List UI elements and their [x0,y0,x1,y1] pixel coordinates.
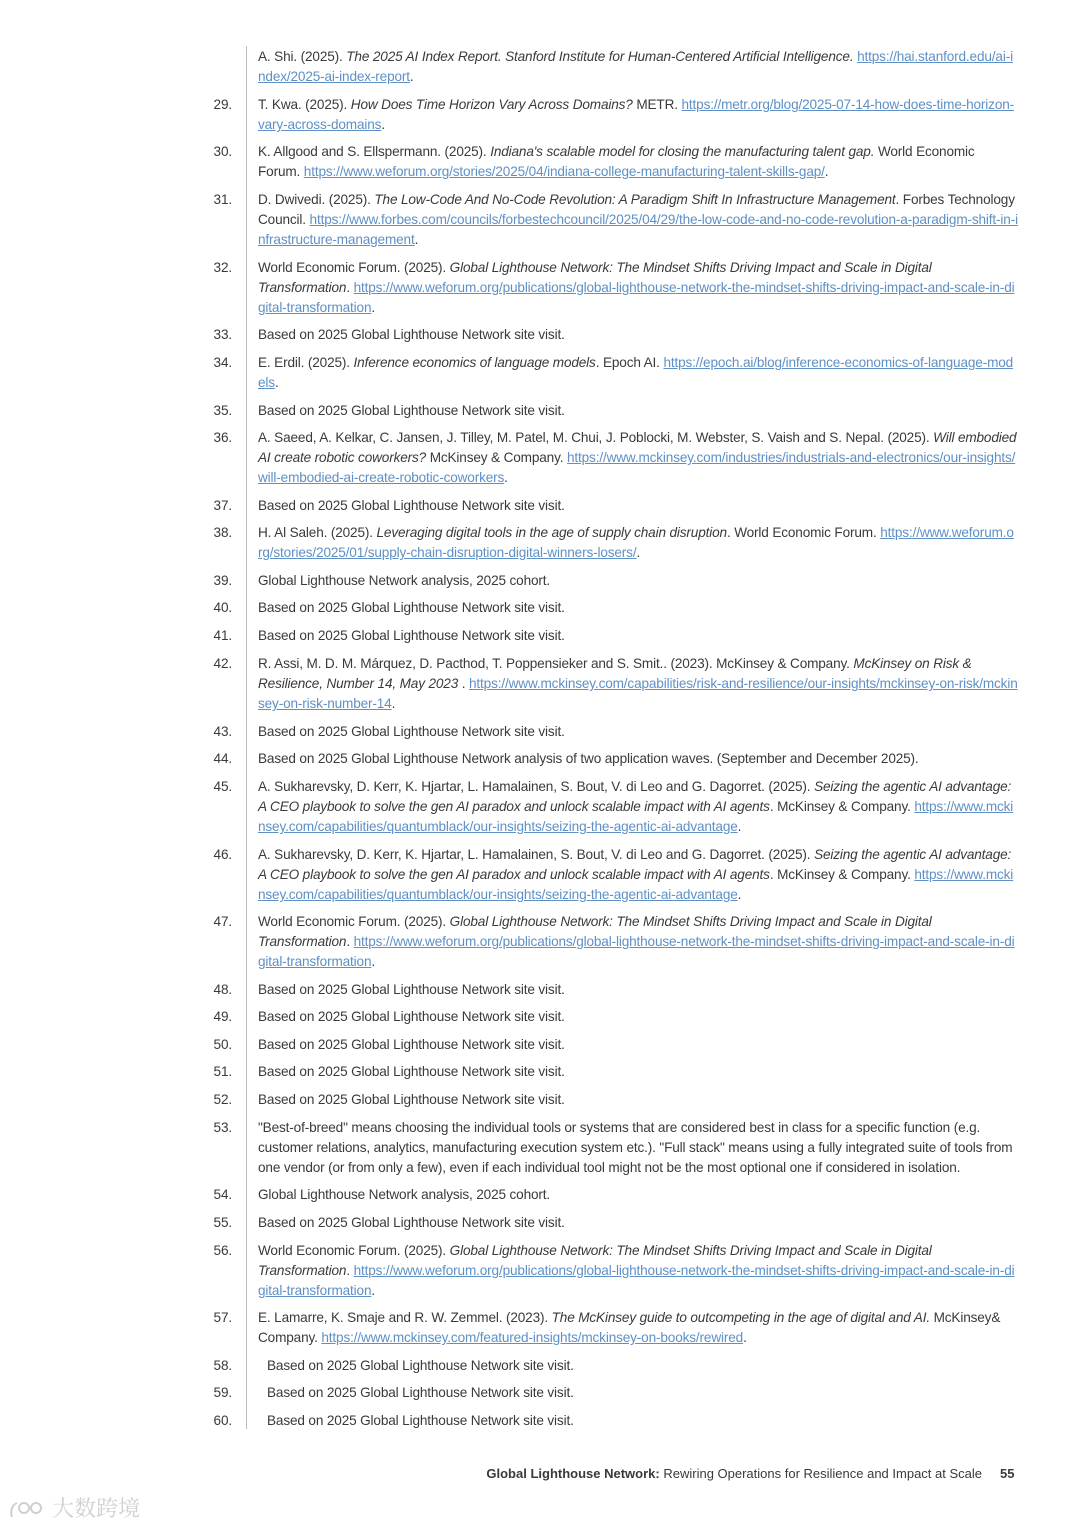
reference-link[interactable]: https://metr.org/blog/2025-07-14-how-does-time-horizon-vary-across-domains [258,97,1015,132]
reference-text: Based on 2025 Global Lighthouse Network site visit. [258,403,565,418]
reference-title: The McKinsey guide to outcompeting in the age of digital and AI. [551,1310,930,1325]
reference-text: World Economic Forum. (2025). Global Lighthouse Network: The Mindset Shifts Driving Impact and Scale in Digital Transformation. https://www.weforum.org/publications/global-lighthouse-network-the-mindset-shifts-driving-impact-and-scale-in-digital-transformation. [258,1243,1015,1298]
reference-number: 50. [213,1037,232,1052]
watermark-text: 大数跨境 [52,1496,141,1521]
reference-link[interactable]: https://www.weforum.org/stories/2025/01/supply-chain-disruption-digital-winners-losers/ [258,525,1014,560]
reference-title: McKinsey on Risk & Resilience, Number 14, May 2023 [258,656,972,691]
reference-link[interactable]: https://epoch.ai/blog/inference-economics-of-language-models [258,355,1014,390]
reference-link[interactable]: https://www.mckinsey.com/featured-insights/mckinsey-on-books/rewired [321,1330,744,1345]
reference-link[interactable]: https://www.weforum.org/stories/2025/04/indiana-college-manufacturing-talent-skills-gap/ [303,164,825,179]
watermark-logo-icon [8,1499,46,1521]
reference-number: 32. [213,260,232,275]
reference-number: 35. [213,403,232,418]
reference-number: 40. [213,600,232,615]
reference-text: Based on 2025 Global Lighthouse Network site visit. [258,1092,565,1107]
reference-number: 45. [213,779,232,794]
reference-link[interactable]: https://hai.stanford.edu/ai-index/2025-ai-index-report [258,49,1013,84]
reference-link[interactable]: https://www.weforum.org/publications/global-lighthouse-network-the-mindset-shifts-driving-impact-and-scale-in-digital-transformation [258,1263,1015,1298]
reference-title: Seizing the agentic AI advantage: A CEO playbook to solve the gen AI paradox and unlock scalable impact with AI agents [258,847,1012,882]
reference-number: 55. [213,1215,232,1230]
reference-number: 60. [213,1413,232,1428]
reference-text: H. Al Saleh. (2025). Leveraging digital tools in the age of supply chain disruption. World Economic Forum. https://www.weforum.org/stories/2025/01/supply-chain-disruption-digital-winners-losers/. [258,525,1014,560]
footer-report-title: Global Lighthouse Network: Rewiring Operations for Resilience and Impact at Scale [486,1466,982,1481]
reference-number: 41. [213,628,232,643]
reference-number: 49. [213,1009,232,1024]
reference-text: Based on 2025 Global Lighthouse Network site visit. [258,1009,565,1024]
reference-title: Seizing the agentic AI advantage: A CEO playbook to solve the gen AI paradox and unlock scalable impact with AI agents [258,779,1012,814]
reference-number: 47. [213,914,232,929]
reference-text: Based on 2025 Global Lighthouse Network analysis of two application waves. (September and December 2025). [258,751,919,766]
reference-number: 42. [213,656,232,671]
reference-title: Indiana's scalable model for closing the manufacturing talent gap. [490,144,875,159]
reference-title: The 2025 AI Index Report. Stanford Institute for Human-Centered Artificial Intelligence. [346,49,854,64]
reference-text: Global Lighthouse Network analysis, 2025 cohort. [258,573,551,588]
reference-text: Based on 2025 Global Lighthouse Network site visit. [267,1358,574,1373]
reference-text: Based on 2025 Global Lighthouse Network site visit. [258,982,565,997]
reference-number: 51. [213,1064,232,1079]
margin-rule [246,46,247,1429]
reference-number: 44. [213,751,232,766]
page-number: 55 [1000,1466,1015,1481]
reference-text: "Best-of-breed" means choosing the individual tools or systems that are considered best in class for a specific function (e.g. customer relations, analytics, manufacturing execution system etc.). "Full stack" means using a fully integrated suite of tools from one vendor (or from only a few), even if each individual tool might not be the most optional one if considered in isolation. [258,1120,1013,1175]
reference-title: Global Lighthouse Network: The Mindset Shifts Driving Impact and Scale in Digital Transformation [258,914,932,949]
reference-number: 54. [213,1187,232,1202]
reference-text: Based on 2025 Global Lighthouse Network site visit. [258,1037,565,1052]
reference-number: 37. [213,498,232,513]
reference-number: 57. [213,1310,232,1325]
reference-number: 38. [213,525,232,540]
reference-text: Based on 2025 Global Lighthouse Network site visit. [267,1385,574,1400]
reference-number: 34. [213,355,232,370]
reference-text: Based on 2025 Global Lighthouse Network site visit. [258,724,565,739]
reference-title: Inference economics of language models [353,355,596,370]
reference-text: World Economic Forum. (2025). Global Lighthouse Network: The Mindset Shifts Driving Impact and Scale in Digital Transformation. https://www.weforum.org/publications/global-lighthouse-network-the-mindset-shifts-driving-impact-and-scale-in-digital-transformation. [258,260,1015,315]
reference-text: Based on 2025 Global Lighthouse Network site visit. [258,600,565,615]
reference-link[interactable]: https://www.mckinsey.com/capabilities/quantumblack/our-insights/seizing-the-agentic-ai-advantage [258,867,1014,902]
reference-text: A. Sukharevsky, D. Kerr, K. Hjartar, L. Hamalainen, S. Bout, V. di Leo and G. Dagorret. (2025). Seizing the agentic AI advantage: A CEO playbook to solve the gen AI paradox and unlock scalable impact with AI agents. McKinsey & Company. https://www.mckinsey.com/capabilities/quantumblack/our-insights/seizing-the-agentic-ai-advantage. [258,779,1014,834]
reference-text: R. Assi, M. D. M. Márquez, D. Pacthod, T. Poppensieker and S. Smit.. (2023). McKinsey & Company. McKinsey on Risk & Resilience, Number 14, May 2023 . https://www.mckinsey.com/capabilities/risk-and-resilience/our-insights/mckinsey-on-risk/mckinsey-on-risk-number-14. [258,656,1018,711]
reference-number: 53. [213,1120,232,1135]
reference-text: A. Saeed, A. Kelkar, C. Jansen, J. Tilley, M. Patel, M. Chui, J. Poblocki, M. Webster, S. Vaish and S. Nepal. (2025). Will embodied AI create robotic coworkers? McKinsey & Company. https://www.mckinsey.com/industries/industrials-and-electronics/our-insights/will-embodied-ai-create-robotic-coworkers. [258,430,1017,485]
reference-text: E. Erdil. (2025). Inference economics of language models. Epoch AI. https://epoch.ai/blog/inference-economics-of-language-models. [258,355,1014,390]
reference-link[interactable]: https://www.weforum.org/publications/global-lighthouse-network-the-mindset-shifts-driving-impact-and-scale-in-digital-transformation [258,934,1015,969]
reference-text: A. Sukharevsky, D. Kerr, K. Hjartar, L. Hamalainen, S. Bout, V. di Leo and G. Dagorret. (2025). Seizing the agentic AI advantage: A CEO playbook to solve the gen AI paradox and unlock scalable impact with AI agents. McKinsey & Company. https://www.mckinsey.com/capabilities/quantumblack/our-insights/seizing-the-agentic-ai-advantage. [258,847,1014,902]
watermark [8,1492,140,1523]
reference-text: D. Dwivedi. (2025). The Low-Code And No-Code Revolution: A Paradigm Shift In Infrastructure Management. Forbes Technology Council. https://www.forbes.com/councils/forbestechcouncil/2025/04/29/the-low-code-and-no-code-revolution-a-paradigm-shift-in-infrastructure-management. [258,192,1018,247]
reference-number: 58. [213,1358,232,1373]
reference-title: Will embodied AI create robotic coworkers? [258,430,1017,465]
reference-number: 33. [213,327,232,342]
reference-link[interactable]: https://www.mckinsey.com/capabilities/risk-and-resilience/our-insights/mckinsey-on-risk/mckinsey-on-risk-number-14 [258,676,1018,711]
reference-text: World Economic Forum. (2025). Global Lighthouse Network: The Mindset Shifts Driving Impact and Scale in Digital Transformation. https://www.weforum.org/publications/global-lighthouse-network-the-mindset-shifts-driving-impact-and-scale-in-digital-transformation. [258,914,1015,969]
reference-number: 36. [213,430,232,445]
reference-text: Based on 2025 Global Lighthouse Network site visit. [267,1413,574,1428]
reference-number: 56. [213,1243,232,1258]
reference-number: 48. [213,982,232,997]
reference-number: 43. [213,724,232,739]
reference-text: E. Lamarre, K. Smaje and R. W. Zemmel. (2023). The McKinsey guide to outcompeting in the age of digital and AI. McKinsey& Company. https://www.mckinsey.com/featured-insights/mckinsey-on-books/rewired. [258,1310,1001,1345]
reference-text: Based on 2025 Global Lighthouse Network site visit. [258,628,565,643]
reference-title: Global Lighthouse Network: The Mindset Shifts Driving Impact and Scale in Digital Transformation [258,1243,932,1278]
reference-number: 30. [213,144,232,159]
reference-text: K. Allgood and S. Ellspermann. (2025). Indiana's scalable model for closing the manufacturing talent gap. World Economic Forum. https://www.weforum.org/stories/2025/04/indiana-college-manufacturing-talent-skills-gap/. [258,144,975,179]
reference-title: Leveraging digital tools in the age of supply chain disruption [376,525,727,540]
reference-link[interactable]: https://www.forbes.com/councils/forbestechcouncil/2025/04/29/the-low-code-and-no-code-revolution-a-paradigm-shift-in-infrastructure-management [258,212,1018,247]
reference-text: Based on 2025 Global Lighthouse Network site visit. [258,1215,565,1230]
reference-link[interactable]: https://www.weforum.org/publications/global-lighthouse-network-the-mindset-shifts-driving-impact-and-scale-in-digital-transformation [258,280,1015,315]
reference-text: T. Kwa. (2025). How Does Time Horizon Vary Across Domains? METR. https://metr.org/blog/2025-07-14-how-does-time-horizon-vary-across-domains. [258,97,1015,132]
reference-number: 29. [213,97,232,112]
reference-number: 52. [213,1092,232,1107]
reference-link[interactable]: https://www.mckinsey.com/industries/industrials-and-electronics/our-insights/will-embodied-ai-create-robotic-coworkers [258,450,1016,485]
reference-number: 31. [213,192,232,207]
reference-number: 46. [213,847,232,862]
reference-title: Global Lighthouse Network: The Mindset Shifts Driving Impact and Scale in Digital Transformation [258,260,932,295]
reference-text: Based on 2025 Global Lighthouse Network site visit. [258,1064,565,1079]
reference-title: How Does Time Horizon Vary Across Domains? [350,97,633,112]
reference-text: Global Lighthouse Network analysis, 2025 cohort. [258,1187,551,1202]
reference-text: Based on 2025 Global Lighthouse Network site visit. [258,327,565,342]
reference-link[interactable]: https://www.mckinsey.com/capabilities/quantumblack/our-insights/seizing-the-agentic-ai-advantage [258,799,1014,834]
reference-title: The Low-Code And No-Code Revolution: A Paradigm Shift In Infrastructure Management [374,192,896,207]
reference-text: A. Shi. (2025). The 2025 AI Index Report. Stanford Institute for Human-Centered Artificial Intelligence. https://hai.stanford.edu/ai-index/2025-ai-index-report. [258,49,1013,84]
reference-text: Based on 2025 Global Lighthouse Network site visit. [258,498,565,513]
reference-number: 59. [213,1385,232,1400]
reference-number: 39. [213,573,232,588]
